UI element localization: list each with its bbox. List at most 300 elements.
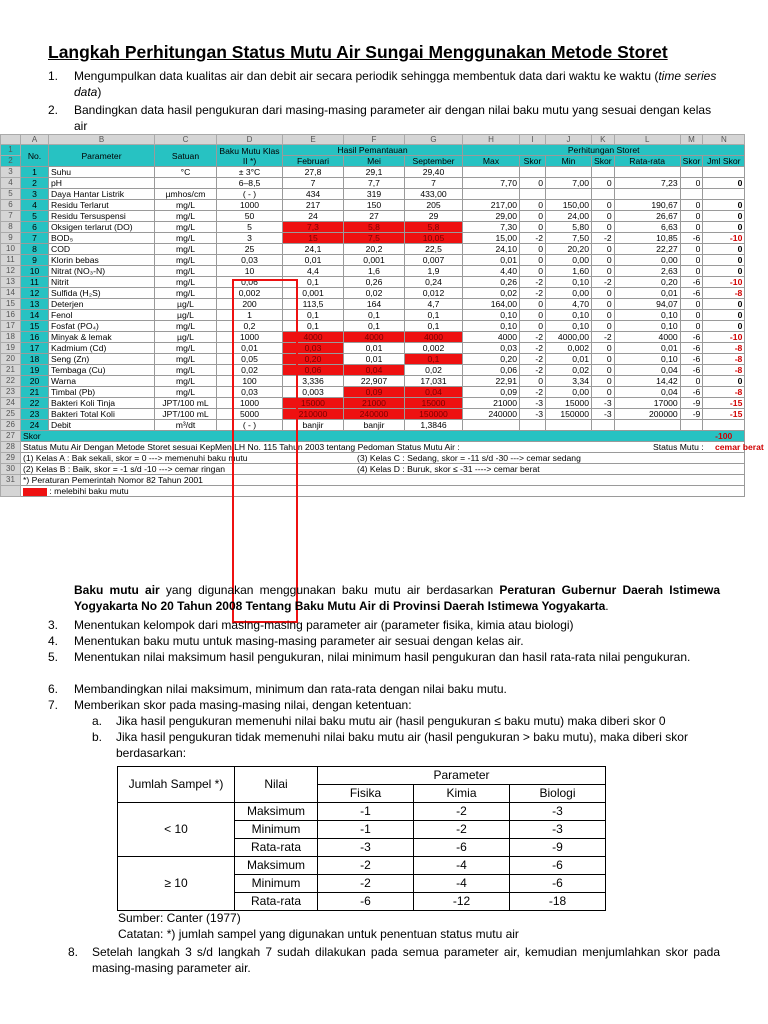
cell-februari: 3,336: [283, 376, 344, 387]
cell-s2: 0: [592, 266, 615, 277]
cell-februari: 4000: [283, 332, 344, 343]
cell-baku-mutu: ± 3°C: [217, 167, 283, 178]
cell-max: 0,01: [463, 255, 520, 266]
cell-s2: 0: [592, 310, 615, 321]
cell-mei: 0,001: [344, 255, 405, 266]
cell-mei: 0,26: [344, 277, 405, 288]
table-row: [1, 288, 745, 299]
column-letter: L: [614, 135, 680, 145]
cell-s1: -2: [520, 233, 546, 244]
cell-september: 22,5: [405, 244, 463, 255]
cell-baku-mutu: 100: [217, 376, 283, 387]
cell-s1: -2: [520, 277, 546, 288]
cell-biologi: -9: [510, 839, 606, 857]
cell-jml: 0: [703, 321, 745, 332]
cell-no: 23: [21, 409, 49, 420]
cell-mei: 240000: [344, 409, 405, 420]
cell-no: 4: [21, 200, 49, 211]
cell-biologi: -6: [510, 875, 606, 893]
cell-s1: -2: [520, 288, 546, 299]
baku-mutu-highlight-box: [232, 279, 298, 623]
cell-baku-mutu: 10: [217, 266, 283, 277]
row-number: 11: [1, 255, 21, 266]
cell-s2: 0: [592, 365, 615, 376]
cell-baku-mutu: 25: [217, 244, 283, 255]
header-min: Min: [546, 156, 592, 167]
cell-s3: -6: [680, 387, 703, 398]
cell-parameter: BOD₅: [49, 233, 155, 244]
cell-fisika: -1: [318, 803, 414, 821]
header-mei: Mei: [344, 156, 405, 167]
ptab-header-row-1: [118, 767, 702, 785]
cell-satuan: mg/L: [155, 211, 217, 222]
cell-rata: 4000: [614, 332, 680, 343]
cell-satuan: mg/L: [155, 255, 217, 266]
cell-september: 7: [405, 178, 463, 189]
cell-februari: 210000: [283, 409, 344, 420]
table-row: [1, 387, 745, 398]
cell-min: 150,00: [546, 200, 592, 211]
cell-s1: 0: [520, 266, 546, 277]
cell-max: 0,02: [463, 288, 520, 299]
cell-baku-mutu: 200: [217, 299, 283, 310]
cell-parameter: Minyak & lemak: [49, 332, 155, 343]
cell-september: 5,8: [405, 222, 463, 233]
cell-s1: -2: [520, 387, 546, 398]
time-series-term: time series data: [74, 69, 717, 99]
cell-max: 0,09: [463, 387, 520, 398]
row-number: 12: [1, 266, 21, 277]
table-row: [1, 189, 745, 200]
header-jumlah-sampel: Jumlah Sampel *): [118, 767, 235, 803]
row-number: 26: [1, 420, 21, 431]
table-row: [118, 803, 702, 821]
cell-satuan: mg/L: [155, 354, 217, 365]
cell-s3: [680, 189, 703, 200]
cell-min: 0,00: [546, 288, 592, 299]
cell-nilai: Maksimum: [235, 857, 318, 875]
cell-s3: 0: [680, 321, 703, 332]
row-number: 1: [1, 145, 21, 156]
cell-s1: -2: [520, 354, 546, 365]
column-letter: E: [283, 135, 344, 145]
cell-s2: -2: [592, 233, 615, 244]
cell-rata: 200000: [614, 409, 680, 420]
cell-baku-mutu: ( - ): [217, 420, 283, 431]
row-number: 17: [1, 321, 21, 332]
cell-september: 10,05: [405, 233, 463, 244]
cell-september: 0,04: [405, 387, 463, 398]
row-number: 16: [1, 310, 21, 321]
cell-min: 0,01: [546, 354, 592, 365]
cell-s3: 0: [680, 266, 703, 277]
cell-s1: 0: [520, 299, 546, 310]
cell-rata: 14,42: [614, 376, 680, 387]
status-label: Status Mutu :: [653, 442, 704, 452]
cell-no: 2: [21, 178, 49, 189]
cell-no: 1: [21, 167, 49, 178]
column-letter: C: [155, 135, 217, 145]
cell-biologi: -18: [510, 893, 606, 911]
cell-rata: 6,63: [614, 222, 680, 233]
cell-satuan: mg/L: [155, 222, 217, 233]
column-letter: H: [463, 135, 520, 145]
table-row: [1, 178, 745, 189]
legend-cell: [21, 486, 745, 497]
header-max: Max: [463, 156, 520, 167]
table-row: [1, 354, 745, 365]
cell-satuan: mg/L: [155, 266, 217, 277]
cell-s2: [592, 420, 615, 431]
cell-s3: -9: [680, 398, 703, 409]
cell-kimia: -2: [414, 821, 510, 839]
table-row: [1, 233, 745, 244]
cell-mei: 0,02: [344, 288, 405, 299]
cell-min: 150000: [546, 409, 592, 420]
cell-jml: 0: [703, 376, 745, 387]
cell-satuan: µmhos/cm: [155, 189, 217, 200]
cell-s2: 0: [592, 354, 615, 365]
catatan: Catatan: *) jumlah sampel yang digunakan untuk penentuan status mutu air: [118, 927, 519, 941]
cell-jml: 0: [703, 178, 745, 189]
cell-rata: 0,01: [614, 288, 680, 299]
cell-jml: [703, 189, 745, 200]
step-1: 1. Mengumpulkan data kualitas air dan debit air secara periodik sehingga membentuk data dari waktu ke waktu (time series data): [48, 69, 717, 99]
cell-s2: 0: [592, 343, 615, 354]
cell-s1: [520, 167, 546, 178]
row-number: 10: [1, 244, 21, 255]
cell-satuan: mg/L: [155, 288, 217, 299]
kelas-a: (1) Kelas A : Bak sekali, skor = 0 ---> memenuhi baku mutu: [23, 453, 248, 463]
table-row: [1, 244, 745, 255]
cell-no: 16: [21, 332, 49, 343]
cell-jml: 0: [703, 211, 745, 222]
cell-baku-mutu: 0,03: [217, 255, 283, 266]
cell-jml: -10: [703, 277, 745, 288]
row-number: 24: [1, 398, 21, 409]
cell-nilai: Minimum: [235, 821, 318, 839]
baku-mutu-paragraph: Baku mutu air yang digunakan menggunakan baku mutu air berdasarkan Peraturan Gubernur Daerah Istimewa Yogyakarta No 20 Tahun 2008 Tentang Baku Mutu Air di Provinsi Daerah Istimewa Yogyakarta.: [74, 583, 721, 613]
cell-s2: 0: [592, 376, 615, 387]
cell-september: 1,9: [405, 266, 463, 277]
cell-s2: 0: [592, 178, 615, 189]
cell-september: 29: [405, 211, 463, 222]
row-number: 19: [1, 343, 21, 354]
cell-mei: 319: [344, 189, 405, 200]
cell-s1: 0: [520, 222, 546, 233]
column-letter: I: [520, 135, 546, 145]
cell-satuan: mg/L: [155, 376, 217, 387]
cell-s2: 0: [592, 387, 615, 398]
cell-parameter: Bakteri Total Koli: [49, 409, 155, 420]
cell-no: 22: [21, 398, 49, 409]
cell-s1: [520, 420, 546, 431]
cell-min: 0,02: [546, 365, 592, 376]
cell-parameter: Oksigen terlarut (DO): [49, 222, 155, 233]
cell-satuan: mg/L: [155, 244, 217, 255]
cell-satuan: mg/L: [155, 277, 217, 288]
cell-no: 15: [21, 321, 49, 332]
cell-s3: -6: [680, 332, 703, 343]
cell-min: 0,10: [546, 277, 592, 288]
status-cell: [21, 442, 764, 453]
kelas-c: (3) Kelas C : Sedang, skor = -11 s/d -30 ---> cemar sedang: [357, 453, 581, 463]
cell-max: 29,00: [463, 211, 520, 222]
cell-februari: 0,03: [283, 343, 344, 354]
cell-satuan: mg/L: [155, 200, 217, 211]
cell-max: 164,00: [463, 299, 520, 310]
cell-rata: 0,04: [614, 387, 680, 398]
cell-rata: 17000: [614, 398, 680, 409]
cell-februari: 4,4: [283, 266, 344, 277]
cell-min: 24,00: [546, 211, 592, 222]
skor-total-cell: [21, 431, 745, 442]
cell-parameter: Fosfat (PO₄): [49, 321, 155, 332]
cell-parameter: Timbal (Pb): [49, 387, 155, 398]
cell-no: 18: [21, 354, 49, 365]
cell-jml: [703, 167, 745, 178]
cell-baku-mutu: 0,03: [217, 387, 283, 398]
cell-februari: 0,1: [283, 277, 344, 288]
header-fisika: Fisika: [318, 785, 414, 803]
cell-min: 7,00: [546, 178, 592, 189]
cell-baku-mutu: 0,2: [217, 321, 283, 332]
cell-september: 0,1: [405, 321, 463, 332]
cell-max: 217,00: [463, 200, 520, 211]
red-legend-swatch: [23, 488, 47, 496]
cell-s1: [520, 189, 546, 200]
column-letter: J: [546, 135, 592, 145]
cell-s3: 0: [680, 376, 703, 387]
cell-s1: 0: [520, 376, 546, 387]
storet-table: [0, 134, 764, 497]
cell-september: 1,3846: [405, 420, 463, 431]
table-row: [118, 857, 702, 875]
cell-fisika: -2: [318, 875, 414, 893]
cell-baku-mutu: 5: [217, 222, 283, 233]
cell-s1: 0: [520, 255, 546, 266]
cell-s1: -2: [520, 332, 546, 343]
cell-februari: 0,1: [283, 321, 344, 332]
cell-rata: 0,10: [614, 354, 680, 365]
header-parameter: Parameter: [49, 145, 155, 167]
row-number: 3: [1, 167, 21, 178]
cell-mei: 0,01: [344, 343, 405, 354]
cell-nilai: Maksimum: [235, 803, 318, 821]
cell-februari: 0,01: [283, 255, 344, 266]
cell-max: 0,06: [463, 365, 520, 376]
cell-parameter: Fenol: [49, 310, 155, 321]
cell-jml: -8: [703, 288, 745, 299]
sub-item-a: a. Jika hasil pengukuran memenuhi nilai baku mutu air (hasil pengukuran ≤ baku mutu) maka diberi skor 0: [92, 714, 666, 728]
cell-max: 21000: [463, 398, 520, 409]
step-3: 3. Menentukan kelompok dari masing-masing parameter air (parameter fisika, kimia atau biologi): [48, 618, 574, 632]
header-nilai: Nilai: [235, 767, 318, 803]
cell-februari: 217: [283, 200, 344, 211]
skor-row: [1, 431, 745, 442]
cell-s3: -6: [680, 233, 703, 244]
cell-baku-mutu: 1000: [217, 332, 283, 343]
row-number: 14: [1, 288, 21, 299]
kelas-row-1: [1, 453, 745, 464]
cell-s3: -6: [680, 365, 703, 376]
cell-s3: 0: [680, 200, 703, 211]
row-number: 30: [1, 464, 21, 475]
cell-s3: 0: [680, 222, 703, 233]
cell-no: 19: [21, 365, 49, 376]
cell-satuan: µg/L: [155, 299, 217, 310]
cell-baku-mutu: 0,06: [217, 277, 283, 288]
cell-februari: 7,3: [283, 222, 344, 233]
cell-jml: 0: [703, 200, 745, 211]
storet-spreadsheet: [0, 134, 768, 579]
cell-rata: 2,63: [614, 266, 680, 277]
cell-rata: 0,10: [614, 310, 680, 321]
cell-rata: [614, 189, 680, 200]
sumber: Sumber: Canter (1977): [118, 911, 241, 925]
cell-no: 10: [21, 266, 49, 277]
row-number: 29: [1, 453, 21, 464]
cell-parameter: Sulfida (H₂S): [49, 288, 155, 299]
cell-biologi: -6: [510, 857, 606, 875]
cell-no: 11: [21, 277, 49, 288]
kelas-cell-1: [21, 453, 745, 464]
cell-parameter: Suhu: [49, 167, 155, 178]
kelas-b: (2) Kelas B : Baik, skor = -1 s/d -10 ---> cemar ringan: [23, 464, 226, 474]
row-number: 4: [1, 178, 21, 189]
kelas-cell-2: [21, 464, 745, 475]
cell-s2: 0: [592, 211, 615, 222]
cell-s3: [680, 420, 703, 431]
cell-rata: 0,04: [614, 365, 680, 376]
cell-no: 5: [21, 211, 49, 222]
cell-februari: 24,1: [283, 244, 344, 255]
cell-nilai: Rata-rata: [235, 893, 318, 911]
cell-mei: 22,907: [344, 376, 405, 387]
cell-min: 4000,00: [546, 332, 592, 343]
cell-max: 7,70: [463, 178, 520, 189]
table-row: [1, 211, 745, 222]
cell-baku-mutu: 0,01: [217, 343, 283, 354]
cell-parameter: Daya Hantar Listrik: [49, 189, 155, 200]
header-februari: Februari: [283, 156, 344, 167]
cell-s3: -9: [680, 409, 703, 420]
cell-max: 0,26: [463, 277, 520, 288]
cell-parameter: COD: [49, 244, 155, 255]
cell-max: 0,20: [463, 354, 520, 365]
cell-kimia: -2: [414, 803, 510, 821]
cell-max: 0,03: [463, 343, 520, 354]
header-row-1: [1, 145, 745, 156]
cell-jml: 0: [703, 299, 745, 310]
row-number: 2: [1, 156, 21, 167]
cell-kimia: -4: [414, 875, 510, 893]
cell-jml: -8: [703, 365, 745, 376]
cell-parameter: Debit: [49, 420, 155, 431]
cell-max: 240000: [463, 409, 520, 420]
cell-satuan: m³/dt: [155, 420, 217, 431]
table-row: [1, 343, 745, 354]
cell-max: [463, 420, 520, 431]
row-number: 21: [1, 365, 21, 376]
cell-mei: 21000: [344, 398, 405, 409]
table-row: [1, 376, 745, 387]
cell-s2: 0: [592, 244, 615, 255]
cell-satuan: mg/L: [155, 233, 217, 244]
cell-jml: 0: [703, 244, 745, 255]
cell-parameter: Residu Tersuspensi: [49, 211, 155, 222]
cell-no: 20: [21, 376, 49, 387]
column-letter: M: [680, 135, 703, 145]
cell-satuan: µg/L: [155, 310, 217, 321]
cell-nilai: Minimum: [235, 875, 318, 893]
table-row: [1, 332, 745, 343]
cell-rata: 0,20: [614, 277, 680, 288]
cell-kimia: -12: [414, 893, 510, 911]
header-skor-max: Skor: [520, 156, 546, 167]
legend-text: : melebihi baku mutu: [49, 486, 129, 496]
table-row: [1, 200, 745, 211]
cell-jml: 0: [703, 266, 745, 277]
cell-baku-mutu: 6–8,5: [217, 178, 283, 189]
cell-s3: -6: [680, 277, 703, 288]
cell-rata: 10,85: [614, 233, 680, 244]
cell-februari: 7: [283, 178, 344, 189]
cell-mei: banjir: [344, 420, 405, 431]
cell-min: 3,34: [546, 376, 592, 387]
cell-rata: 0,10: [614, 321, 680, 332]
cell-min: 0,10: [546, 310, 592, 321]
cell-jml: -8: [703, 387, 745, 398]
cell-parameter: Seng (Zn): [49, 354, 155, 365]
cell-februari: 0,20: [283, 354, 344, 365]
cell-mei: 0,09: [344, 387, 405, 398]
column-letter: F: [344, 135, 405, 145]
header-september: September: [405, 156, 463, 167]
cell-no: 21: [21, 387, 49, 398]
cell-mei: 7,7: [344, 178, 405, 189]
cell-september: 29,40: [405, 167, 463, 178]
skor-label: Skor: [23, 431, 41, 441]
cell-mei: 20,2: [344, 244, 405, 255]
cell-min: 20,20: [546, 244, 592, 255]
cell-no: 14: [21, 310, 49, 321]
cell-s2: 0: [592, 321, 615, 332]
cell-min: 5,80: [546, 222, 592, 233]
cell-rata: 94,07: [614, 299, 680, 310]
cell-max: [463, 167, 520, 178]
cell-parameter: Residu Terlarut: [49, 200, 155, 211]
cell-jumlah-sampel: ≥ 10: [118, 857, 235, 911]
cell-rata: [614, 167, 680, 178]
kelas-row-2: [1, 464, 745, 475]
cell-s3: 0: [680, 255, 703, 266]
cell-mei: 0,01: [344, 354, 405, 365]
score-parameter-table: [117, 766, 702, 911]
cell-februari: 0,001: [283, 288, 344, 299]
cell-rata: 0,00: [614, 255, 680, 266]
cell-min: 7,50: [546, 233, 592, 244]
cell-no: 24: [21, 420, 49, 431]
cell-s1: -2: [520, 343, 546, 354]
cell-s2: -2: [592, 332, 615, 343]
cell-februari: 434: [283, 189, 344, 200]
step-4: 4. Menentukan baku mutu untuk masing-masing parameter air sesuai dengan kelas air.: [48, 634, 524, 648]
cell-no: 17: [21, 343, 49, 354]
row-number: 22: [1, 376, 21, 387]
cell-fisika: -2: [318, 857, 414, 875]
cell-mei: 7,5: [344, 233, 405, 244]
